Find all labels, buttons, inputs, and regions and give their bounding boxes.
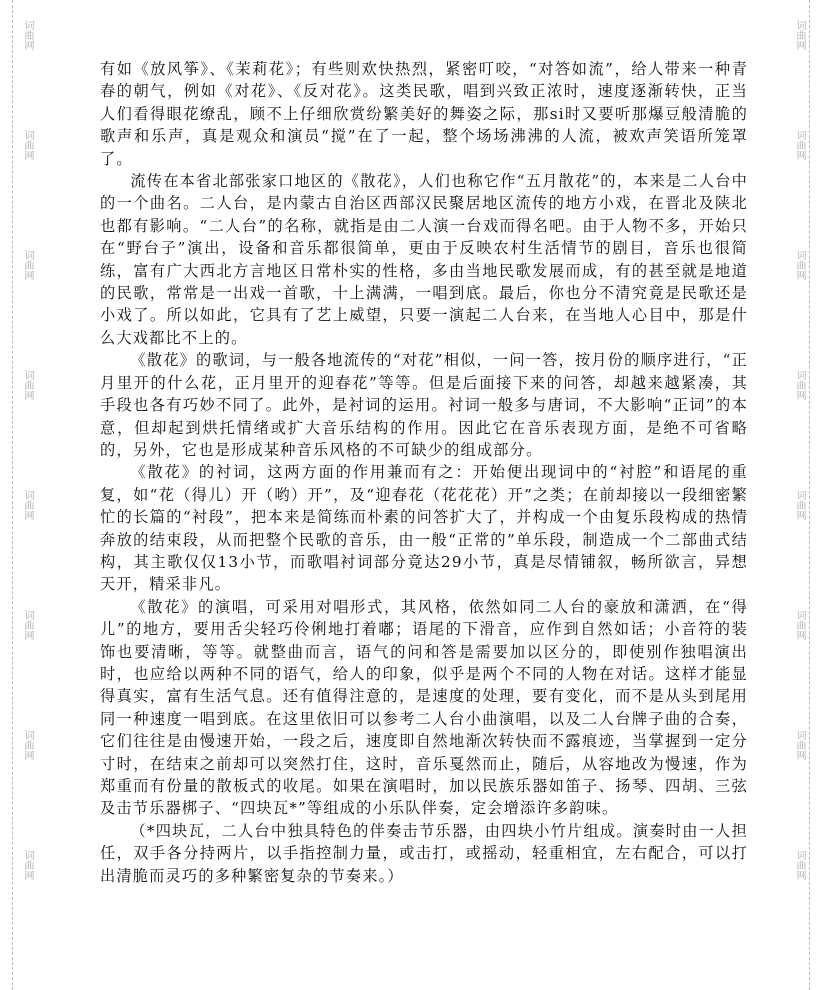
left-watermark-strip — [12, 0, 37, 990]
paragraph-continuation: 有如《放风筝》、《茉莉花》；有些则欢快热烈，紧密叮咬，“对答如流”，给人带来一种青春的朝气，例如《对花》、《反对花》。这类民歌，唱到兴致正浓时，速度逐渐转快，正当人们看得眼花缭乱，顾不上仔细欣赏纷繁美好的舞姿之际，那si时又要听那爆豆般清脆的歌声和乐声，真是观众和演员“搅”在了一起，整个场场沸沸的人流，被欢声笑语所笼罩了。 — [100, 60, 748, 168]
document-page — [100, 58, 748, 887]
watermark-text: 词曲网 — [22, 490, 33, 520]
watermark-text: 词曲网 — [794, 850, 805, 880]
footnote-sikuaiwa: （*四块瓦，二人台中独具特色的伴奏击节乐器，由四块小竹片组成。演奏时由一人担任，双手各分持两片，以手指控制力量，或击打，或摇动，轻重相宜，左右配合，可以打出清脆而灵巧的多种繁密复杂的节奏来。） — [100, 821, 748, 885]
right-watermark-strip — [785, 0, 810, 990]
watermark-text: 词曲网 — [794, 490, 805, 520]
watermark-text: 词曲网 — [22, 610, 33, 640]
watermark-text: 词曲网 — [22, 850, 33, 880]
watermark-text: 词曲网 — [22, 20, 33, 50]
paragraph-lyrics: 《散花》的歌词，与一般各地流传的“对花”相似，一问一答，按月份的顺序进行，“正月里开的什么花，正月里开的迎春花”等等。但是后面接下来的问答，却越来越紧凑，其手段也各有巧妙不同了。此外，是衬词的运用。衬词一般多与唐词，不大影响“正词”的本意，但却起到烘托情绪或扩大音乐结构的作用。因此它在音乐表现方面，是绝不可省略的，另外，它也是形成某种音乐风格的不可缺少的组成部分。 — [100, 351, 748, 459]
watermark-text: 词曲网 — [794, 370, 805, 400]
watermark-text: 词曲网 — [794, 130, 805, 160]
watermark-text: 词曲网 — [22, 730, 33, 760]
watermark-text: 词曲网 — [22, 370, 33, 400]
watermark-text: 词曲网 — [794, 20, 805, 50]
paragraph-filler-words: 《散花》的衬词，这两方面的作用兼而有之：开始便出现词中的“衬腔”和语尾的重复，如“花（得儿）开（哟）开”，及“迎春花（花花花）开”之类；在前却接以一段细密繁忙的长篇的“衬段”，把本来是简练而朴素的问答扩大了，并构成一个由复乐段构成的热情奔放的结束段，从而把整个民歌的音乐，由一般“正常的”单乐段，制造成一个二部曲式结构，其主歌仅仅13小节，而歌唱衬词部分竟达29小节，真是尽情铺叙，畅所欲言，异想天开，精采非凡。 — [100, 463, 748, 594]
paragraph-sanhua-origin: 流传在本省北部张家口地区的《散花》，人们也称它作“五月散花”的，本来是二人台中的一个曲名。二人台，是内蒙古自治区西部汉民聚居地区流传的地方小戏，在晋北及陕北也都有影响。“二人台”的名称，就指是由二人演一台戏而得名吧。由于人物不多，开始只在“野台子”演出，设备和音乐都很简单，更由于反映农村生活情节的剧目，音乐也很简练，富有广大西北方言地区日常朴实的性格，多由当地民歌发展而成，有的甚至就是地道的民歌，常常是一出戏一首歌，十上满满，一唱到底。最后，你也分不清究竟是民歌还是小戏了。所以如此，它具有了艺上威望，只要一演起二人台来，在当地人心目中，那是什么大戏都比不上的。 — [100, 172, 748, 347]
paragraph-performance: 《散花》的演唱，可采用对唱形式，其风格，依然如同二人台的豪放和潇洒，在“得儿”的地方，要用舌尖轻巧伶俐地打着嘟；语尾的下滑音，应作到自然如话；小音符的装饰也要清晰，等等。就整曲而言，语气的问和答是需要加以区分的，即使别作独唱演出时，也应给以两种不同的语气，给人的印象，似乎是两个不同的人物在对话。这样才能显得真实，富有生活气息。还有值得注意的，是速度的处理，要有变化，而不是从头到尾用同一种速度一唱到底。在这里依旧可以参考二人台小曲演唱，以及二人台牌子曲的合奏，它们往往是由慢速开始，一段之后，速度即自然地渐次转快而不露痕迹，当掌握到一定分寸时，在结束之前却可以突然打住，这时，音乐戛然而止，随后，从容地改为慢速，作为郑重而有份量的散板式的收尾。如果在演唱时，加以民族乐器如笛子、扬琴、四胡、三弦及击节乐器梆子、“四块瓦*”等组成的小乐队伴奏，定会增添许多韵味。 — [100, 597, 748, 818]
watermark-text: 词曲网 — [794, 250, 805, 280]
watermark-text: 词曲网 — [794, 610, 805, 640]
watermark-text: 词曲网 — [22, 250, 33, 280]
watermark-text: 词曲网 — [794, 730, 805, 760]
watermark-text: 词曲网 — [22, 130, 33, 160]
